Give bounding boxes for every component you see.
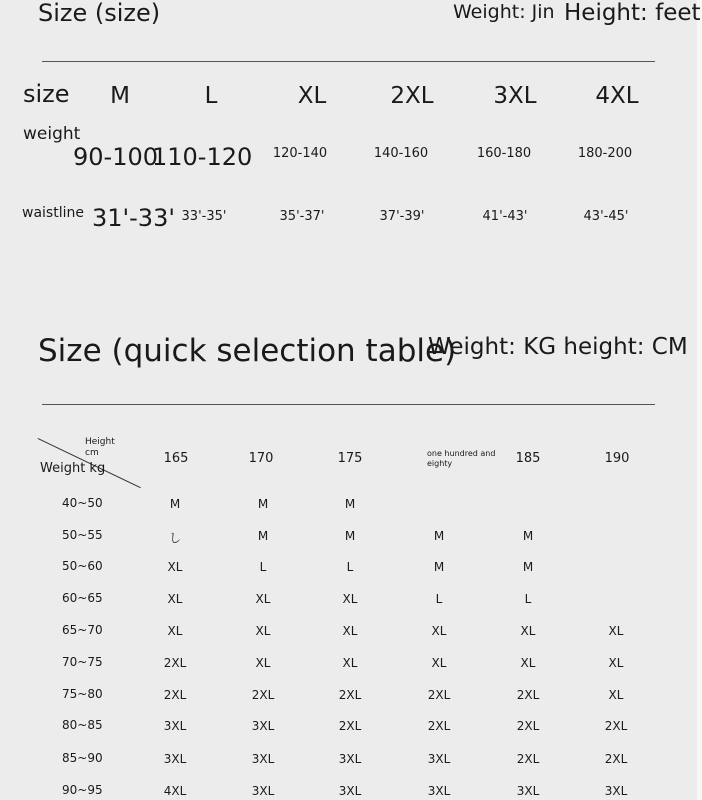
size-cell: XL [255, 624, 271, 638]
size-cell: XL [167, 592, 183, 606]
size-cell: XL [167, 624, 183, 638]
size-cell: M [344, 497, 356, 511]
size-cell: XL [255, 656, 271, 670]
weight-row-label: 80~85 [62, 718, 103, 732]
size-cell: M [169, 497, 181, 511]
height-header: 170 [248, 451, 274, 466]
weight-cell: 90-100 [73, 143, 159, 171]
size-cell: 2XL [604, 719, 628, 733]
corner-cm-label: cm [85, 448, 99, 458]
weight-row-label: 90~95 [62, 783, 103, 797]
size-cell: XL [342, 624, 358, 638]
size-cell: XL [342, 592, 358, 606]
size-cell: XL [520, 656, 536, 670]
size-cell: L [435, 592, 443, 606]
size-cell: XL [342, 656, 358, 670]
weight-row-label: 60~65 [62, 591, 103, 605]
weight-unit-label: Weight: Jin [453, 1, 555, 23]
size-cell: 3XL [163, 752, 187, 766]
size-cell: 2XL [427, 688, 451, 702]
size-cell: 4XL [595, 83, 639, 109]
size-cell: 2XL [338, 688, 362, 702]
weight-row-label: 65~70 [62, 623, 103, 637]
size-cell: L [346, 560, 354, 574]
corner-weight-label: Weight kg [40, 461, 106, 476]
size-cell: 3XL [163, 719, 187, 733]
size-cell: M [110, 83, 130, 109]
size-cell: 4XL [163, 784, 187, 798]
divider-top [42, 61, 655, 62]
size-cell: M [257, 529, 269, 543]
weight-row-label: 85~90 [62, 751, 103, 765]
waistline-cell: 33'-35' [181, 209, 227, 224]
size-cell: 2XL [163, 656, 187, 670]
weight-cell: 140-160 [373, 146, 429, 161]
height-header: 190 [604, 451, 630, 466]
size-cell: XL [431, 624, 447, 638]
size-cell: 3XL [338, 784, 362, 798]
size-cell: M [344, 529, 356, 543]
size-cell: M [257, 497, 269, 511]
waistline-cell: 41'-43' [482, 209, 528, 224]
size-cell: XL [297, 83, 327, 109]
size-cell: M [522, 529, 534, 543]
weight-cell: 160-180 [476, 146, 532, 161]
waistline-cell: 31'-33' [92, 204, 175, 232]
size-cell: M [522, 560, 534, 574]
weight-row-label: 75~80 [62, 687, 103, 701]
weight-row-label: 50~55 [62, 528, 103, 542]
waistline-cell: 43'-45' [583, 209, 629, 224]
waistline-cell: 35'-37' [279, 209, 325, 224]
page-edge-strip [697, 0, 702, 800]
weight-cell: 120-140 [272, 146, 328, 161]
size-cell: 3XL [251, 784, 275, 798]
size-cell: 2XL [516, 688, 540, 702]
size-cell: 3XL [427, 752, 451, 766]
size-cell: 2XL [338, 719, 362, 733]
size-row-label: size [23, 80, 70, 108]
size-cell: XL [608, 656, 624, 670]
size-cell: 2XL [604, 752, 628, 766]
corner-height-label: Height [85, 437, 115, 447]
size-cell: 3XL [493, 83, 537, 109]
weight-row-label: 50~60 [62, 559, 103, 573]
weight-row-label: 40~50 [62, 496, 103, 510]
size-cell: 3XL [604, 784, 628, 798]
size-cell: M [433, 560, 445, 574]
size-cell: 3XL [251, 719, 275, 733]
size-cell: M [433, 529, 445, 543]
size-cell: 2XL [390, 83, 434, 109]
size-cell: XL [167, 560, 183, 574]
size-cell: 3XL [251, 752, 275, 766]
quick-selection-units: Weight: KG height: CM [428, 334, 688, 360]
divider-middle [42, 404, 655, 405]
size-cell: L [259, 560, 267, 574]
size-cell: 2XL [516, 719, 540, 733]
weight-row-label: 70~75 [62, 655, 103, 669]
waistline-cell: 37'-39' [379, 209, 425, 224]
height-unit-label: Height: feet [564, 0, 701, 26]
waistline-row-label: waistline [22, 205, 84, 221]
height-header: 185 [515, 451, 541, 466]
size-cell: 3XL [516, 784, 540, 798]
size-cell: 2XL [251, 688, 275, 702]
weight-row-label: weight [23, 124, 81, 144]
size-cell: XL [431, 656, 447, 670]
size-cell: し [168, 531, 181, 545]
weight-cell: 180-200 [577, 146, 633, 161]
size-cell: XL [608, 624, 624, 638]
height-header: one hundred and eighty [427, 449, 496, 468]
height-header: 175 [337, 451, 363, 466]
size-cell: 3XL [427, 784, 451, 798]
size-cell: 2XL [516, 752, 540, 766]
size-cell: L [524, 592, 532, 606]
quick-selection-title: Size (quick selection table) [38, 333, 457, 369]
size-cell: XL [520, 624, 536, 638]
size-cell: 3XL [338, 752, 362, 766]
size-cell: XL [608, 688, 624, 702]
height-header: 165 [163, 451, 189, 466]
size-cell: 2XL [427, 719, 451, 733]
size-cell: XL [255, 592, 271, 606]
size-table-title: Size (size) [38, 0, 161, 27]
size-cell: 2XL [163, 688, 187, 702]
size-cell: L [204, 83, 218, 109]
weight-cell: 110-120 [152, 143, 253, 171]
